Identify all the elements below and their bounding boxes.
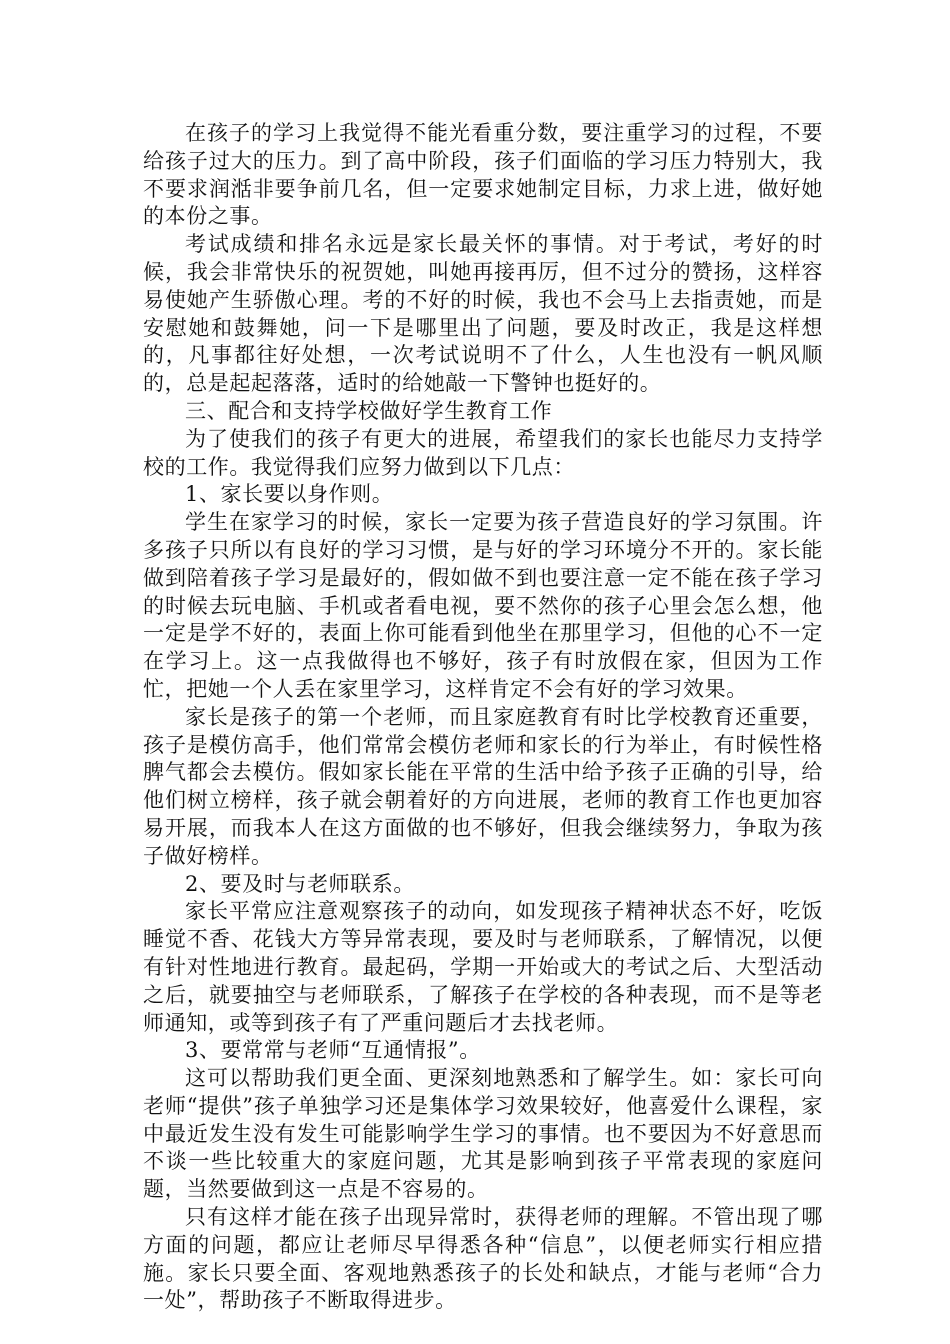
list-heading-lead-by-example: 1、家长要以身作则。: [185, 482, 394, 507]
paragraph-study-process: 在孩子的学习上我觉得不能光看重分数，要注重学习的过程，不要给孩子过大的压力。到了高中阶段，孩子们面临的学习压力特别大，我不要求润湉非要争前几名，但一定要求她制定目标，力求上进，做好她的本份之事。: [143, 121, 823, 229]
paragraph-observe-child: 家长平常应注意观察孩子的动向，如发现孩子精神状态不好，吃饭睡觉不香、花钱大方等异常表现，要及时与老师联系，了解情况，以便有针对性地进行教育。最起码，学期一开始或大的考试之后、大型活动之后，就要抽空与老师联系，了解孩子在学校的各种表现，而不是等老师通知，或等到孩子有了严重问题后才去找老师。: [143, 899, 823, 1035]
section-heading-cooperate-school: 三、配合和支持学校做好学生教育工作: [185, 398, 553, 423]
paragraph-understand-student: 这可以帮助我们更全面、更深刻地熟悉和了解学生。如：家长可向老师“提供”孩子单独学习还是集体学习效果较好，他喜爱什么课程，家中最近发生没有发生可能影响学生学习的事情。也不要因为不好意思而不谈一些比较重大的家庭问题，尤其是影响到孩子平常表现的家庭问题，当然要做到这一点是不容易的。: [143, 1066, 823, 1202]
paragraph-study-atmosphere: 学生在家学习的时候，家长一定要为孩子营造良好的学习氛围。许多孩子只所以有良好的学习习惯，是与好的学习环境分不开的。家长能做到陪着孩子学习是最好的，假如做不到也要注意一定不能在孩子学习的时候去玩电脑、手机或者看电视，要不然你的孩子心里会怎么想，他一定是学不好的，表面上你可能看到他坐在那里学习，但他的心不一定在学习上。这一点我做得也不够好，孩子有时放假在家，但因为工作忙，把她一个人丢在家里学习，这样肯定不会有好的学习效果。: [143, 510, 823, 701]
paragraph-support-school: 为了使我们的孩子有更大的进展，希望我们的家长也能尽力支持学校的工作。我觉得我们应努力做到以下几点：: [143, 426, 823, 479]
document-body: [143, 120, 823, 1315]
list-heading-share-information: 3、要常常与老师“互通情报”。: [185, 1038, 481, 1063]
list-heading-contact-teacher: 2、要及时与老师联系。: [185, 871, 415, 896]
paragraph-first-teacher: 家长是孩子的第一个老师，而且家庭教育有时比学校教育还重要，孩子是模仿高手，他们常常会模仿老师和家长的行为举止，有时候性格脾气都会去模仿。假如家长能在平常的生活中给予孩子正确的引导，给他们树立榜样，孩子就会朝着好的方向进展，老师的教育工作也更加容易开展，而我本人在这方面做的也不够好，但我会继续努力，争取为孩子做好榜样。: [143, 704, 823, 868]
paragraph-teacher-understanding: 只有这样才能在孩子出现异常时，获得老师的理解。不管出现了哪方面的问题，都应让老师尽早得悉各种“信息”，以便老师实行相应措施。家长只要全面、客观地熟悉孩子的长处和缺点，才能与老师“合力一处”，帮助孩子不断取得进步。: [143, 1205, 823, 1313]
paragraph-exam-results: 考试成绩和排名永远是家长最关怀的事情。对于考试，考好的时候，我会非常快乐的祝贺她，叫她再接再厉，但不过分的赞扬，这样容易使她产生骄傲心理。考的不好的时候，我也不会马上去指责她，而是安慰她和鼓舞她，问一下是哪里出了问题，要及时改正，我是这样想的，凡事都往好处想，一次考试说明不了什么，人生也没有一帆风顺的，总是起起落落，适时的给她敲一下警钟也挺好的。: [143, 232, 823, 396]
